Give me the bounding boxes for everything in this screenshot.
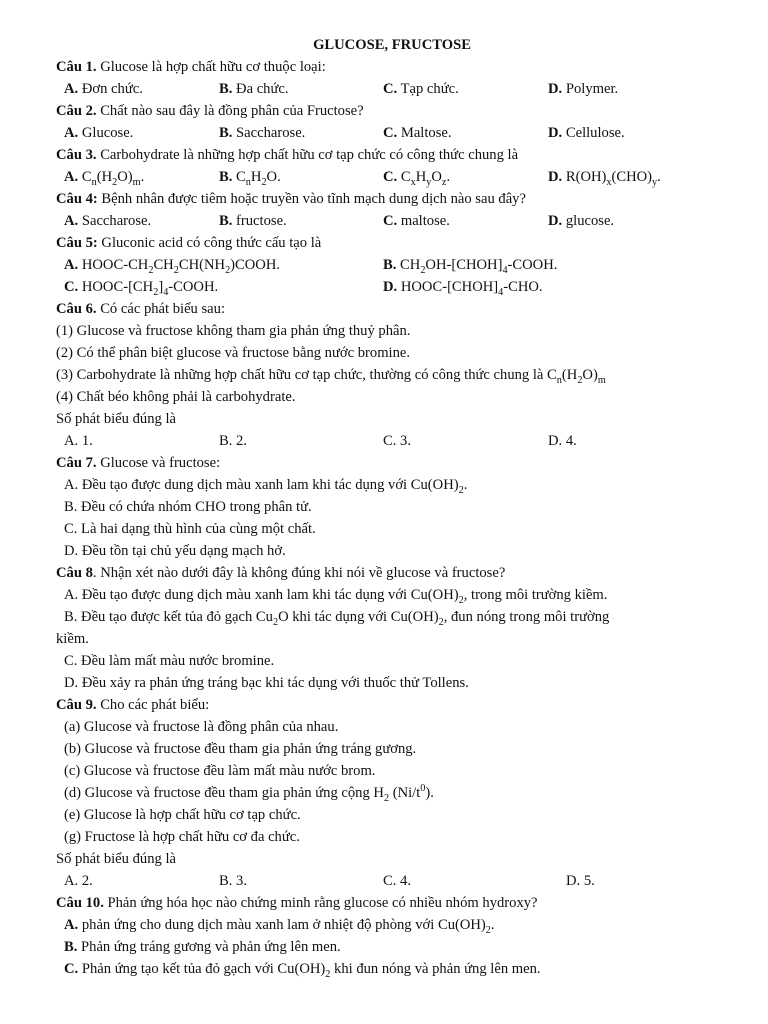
option-b: B. fructose. [219,213,287,229]
option-a: A. Glucose. [64,125,134,141]
question-2-options [56,122,728,144]
option-c: C. HOOC-$[CH_2]_4$-COOH. [64,279,219,298]
question-1 [56,56,728,78]
option-c: C. Phản ứng tạo kết tủa đỏ gạch với $Cu(OH)_2$ khi đun nóng và phản ứng lên men. [64,961,541,980]
question-label: Câu 8 [56,565,93,581]
option-d: D. glucose. [548,213,615,229]
option-b: B. 3. [219,873,247,889]
question-9 [56,694,728,716]
statement-3: (3) Carbohydrate là những hợp chất hữu cơ tạp chức, thường có công thức chung là $C_n(H_2O)_m$ [56,367,606,386]
question-text: Cho các phát biểu: [96,697,210,713]
option-d: D. Đều xảy ra phản ứng tráng bạc khi tác dụng với thuốc thử Tollens. [64,675,469,691]
option-c: C. 3. [383,433,411,449]
page-title: GLUCOSE, FRUCTOSE [313,37,471,53]
question-2 [56,100,728,122]
question-text: Glucose là hợp chất hữu cơ thuộc loại: [96,59,326,75]
statement-e: (e) Glucose là hợp chất hữu cơ tạp chức. [64,807,301,823]
question-label: Câu 4: [56,191,98,207]
option-a: A. HOOC-$CH_2CH_2CH(NH_2)COOH$. [64,257,281,276]
question-label: Câu 9. [56,697,97,713]
option-c: C. Đều làm mất màu nước bromine. [64,653,275,669]
option-d: D. Đều tồn tại chủ yếu dạng mạch hở. [64,543,286,559]
question-text: Gluconic acid có công thức cấu tạo là [97,235,322,251]
answer-count-prompt: Số phát biểu đúng là [56,851,176,867]
option-d: D. HOOC-$[CHOH]_4$-CHO. [383,279,543,298]
option-a: A. Đơn chức. [64,81,143,97]
question-9-options [56,870,728,892]
option-d: D. $R(OH)_x(CHO)_y$. [548,169,661,188]
answer-count-prompt: Số phát biểu đúng là [56,411,176,427]
option-b: B. Đều có chứa nhóm CHO trong phân tử. [64,499,312,515]
question-8 [56,562,728,584]
option-d: D. 4. [548,433,577,449]
question-text: Carbohydrate là những hợp chất hữu cơ tạp chức có công thức chung là [96,147,519,163]
question-5 [56,232,728,254]
statement-2: (2) Có thể phân biệt glucose và fructose bằng nước bromine. [56,345,411,361]
question-label: Câu 2. [56,103,97,119]
question-text: Chất nào sau đây là đồng phân của Fructose? [96,103,364,119]
question-10 [56,892,728,914]
option-a: A. 1. [64,433,93,449]
question-text: Glucose và fructose: [96,455,221,471]
question-label: Câu 1. [56,59,97,75]
question-label: Câu 3. [56,147,97,163]
option-c: C. $C_xH_yO_z$. [383,169,451,188]
statement-c: (c) Glucose và fructose đều làm mất màu nước brom. [64,763,376,779]
option-a: A. Đều tạo được dung dịch màu xanh lam khi tác dụng với $Cu(OH)_2$, trong môi trường kiềm. [64,587,608,606]
question-6-options [56,430,728,452]
question-text: Có các phát biểu sau: [96,301,226,317]
option-b: B. $C_nH_2O$. [219,169,281,188]
statement-4: (4) Chất béo không phải là carbohydrate. [56,389,296,405]
question-6 [56,298,728,320]
statement-b: (b) Glucose và fructose đều tham gia phản ứng tráng gương. [64,741,417,757]
option-c: C. Tạp chức. [383,81,459,97]
question-4 [56,188,728,210]
option-b: B. 2. [219,433,247,449]
statement-a: (a) Glucose và fructose là đồng phân của nhau. [64,719,339,735]
option-b: B. $CH_2OH-[CHOH]_4$-COOH. [383,257,558,276]
option-b-continued: kiềm. [56,631,89,647]
question-7 [56,452,728,474]
option-a: A. Saccharose. [64,213,152,229]
option-b: B. Đa chức. [219,81,289,97]
question-text: Phản ứng hóa học nào chứng minh rằng glucose có nhiều nhóm hydroxy? [103,895,538,911]
option-a: A. phản ứng cho dung dịch màu xanh lam ở nhiệt độ phòng với $Cu(OH)_2$. [64,917,495,936]
question-1-options [56,78,728,100]
question-3-options [56,166,728,188]
statement-d: (d) Glucose và fructose đều tham gia phản ứng cộng $H_2$ $(Ni/t^0)$. [64,783,434,804]
question-text: . Nhận xét nào dưới đây là không đúng khi nói về glucose và fructose? [92,565,506,581]
question-5-options-cd [56,276,728,298]
option-a: A. Đều tạo được dung dịch màu xanh lam khi tác dụng với $Cu(OH)_2$. [64,477,468,496]
statement-1: (1) Glucose và fructose không tham gia phản ứng thuỷ phân. [56,323,411,339]
option-b: B. Đều tạo được kết tủa đỏ gạch $Cu_2O$ khi tác dụng với $Cu(OH)_2$, đun nóng trong môi trường [64,609,610,628]
option-b: B. Saccharose. [219,125,306,141]
question-4-options [56,210,728,232]
statement-g: (g) Fructose là hợp chất hữu cơ đa chức. [64,829,300,845]
option-a: A. 2. [64,873,93,889]
option-c: C. Là hai dạng thù hình của cùng một chất. [64,521,316,537]
question-5-options-ab [56,254,728,276]
option-c: C. maltose. [383,213,450,229]
option-a: A. $C_n(H_2O)_m$. [64,169,145,188]
option-d: D. 5. [566,873,595,889]
question-label: Câu 7. [56,455,97,471]
question-label: Câu 5: [56,235,98,251]
option-b: B. Phản ứng tráng gương và phản ứng lên men. [64,939,341,955]
question-text: Bệnh nhân được tiêm hoặc truyền vào tĩnh mạch dung dịch nào sau đây? [97,191,526,207]
question-label: Câu 6. [56,301,97,317]
option-d: D. Polymer. [548,81,619,97]
question-label: Câu 10. [56,895,104,911]
option-c: C. Maltose. [383,125,452,141]
question-3 [56,144,728,166]
option-d: D. Cellulose. [548,125,625,141]
option-c: C. 4. [383,873,411,889]
